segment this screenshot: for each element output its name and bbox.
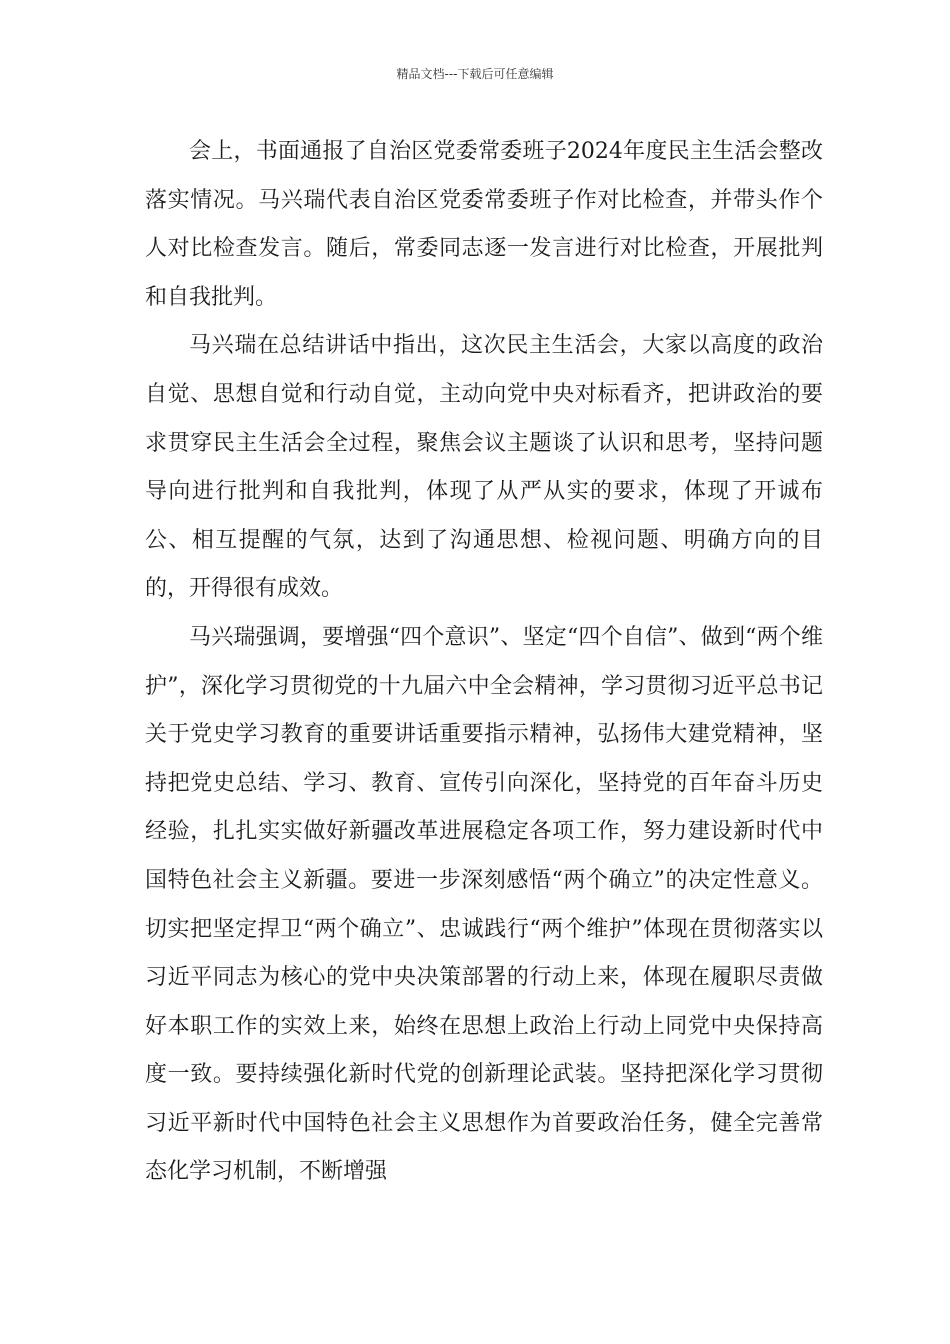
paragraph-3: 马兴瑞强调，要增强“四个意识”、坚定“四个自信”、做到“两个维护”，深化学习贯彻党的十九届六中全会精神，学习贯彻习近平总书记关于党史学习教育的重要讲话重要指示精神，弘扬伟大建党精神，坚持把党史总结、学习、教育、宣传引向深化，坚持党的百年奋斗历史经验，扎扎实实做好新疆改革进展稳定各项工作，努力建设新时代中国特色社会主义新疆。要进一步深刻感悟“两个确立”的决定性意义。切实把坚定捍卫“两个确立”、忠诚践行“两个维护”体现在贯彻落实以习近平同志为核心的党中央决策部署的行动上来，体现在履职尽责做好本职工作的实效上来，始终在思想上政治上行动上同党中央保持高度一致。要持续强化新时代党的创新理论武装。坚持把深化学习贯彻习近平新时代中国特色社会主义思想作为首要政治任务，健全完善常态化学习机制，不断增强 — [145, 624, 823, 1185]
document-body — [145, 128, 823, 1197]
page-header: 精品文档---下载后可任意编辑 — [396, 67, 554, 81]
paragraph-1: 会上，书面通报了自治区党委常委班子2024年度民主生活会整改落实情况。马兴瑞代表自治区党委常委班子作对比检查，并带头作个人对比检查发言。随后，常委同志逐一发言进行对比检查，开展批判和自我批判。 — [145, 139, 823, 310]
paragraph-2: 马兴瑞在总结讲话中指出，这次民主生活会，大家以高度的政治自觉、思想自觉和行动自觉，主动向党中央对标看齐，把讲政治的要求贯穿民主生活会全过程，聚焦会议主题谈了认识和思考，坚持问题导向进行批判和自我批判，体现了从严从实的要求，体现了开诚布公、相互提醒的气氛，达到了沟通思想、检视问题、明确方向的目的，开得很有成效。 — [145, 333, 823, 602]
